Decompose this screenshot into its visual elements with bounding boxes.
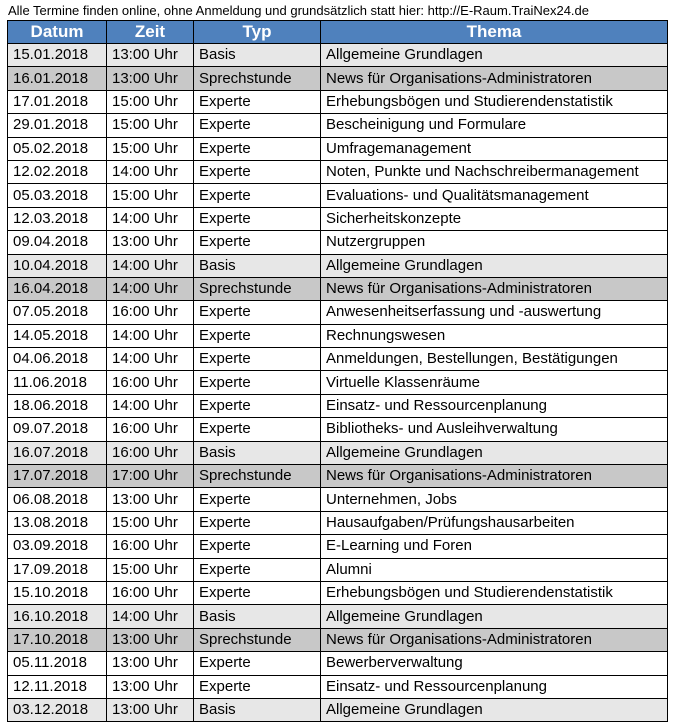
cell-typ: Experte: [194, 675, 321, 698]
cell-datum: 03.09.2018: [8, 535, 107, 558]
cell-zeit: 15:00 Uhr: [107, 184, 194, 207]
cell-typ: Basis: [194, 605, 321, 628]
table-row: [8, 254, 668, 277]
cell-thema: Bescheinigung und Formulare: [321, 114, 668, 137]
table-row: [8, 581, 668, 604]
table-row: [8, 67, 668, 90]
cell-thema: Anmeldungen, Bestellungen, Bestätigungen: [321, 348, 668, 371]
cell-thema: News für Organisations-Administratoren: [321, 67, 668, 90]
cell-zeit: 16:00 Uhr: [107, 581, 194, 604]
cell-datum: 17.09.2018: [8, 558, 107, 581]
cell-typ: Experte: [194, 371, 321, 394]
cell-thema: News für Organisations-Administratoren: [321, 277, 668, 300]
cell-typ: Experte: [194, 418, 321, 441]
cell-zeit: 13:00 Uhr: [107, 698, 194, 721]
cell-zeit: 14:00 Uhr: [107, 277, 194, 300]
cell-datum: 17.01.2018: [8, 90, 107, 113]
schedule-table: [7, 20, 668, 722]
cell-datum: 12.11.2018: [8, 675, 107, 698]
cell-zeit: 15:00 Uhr: [107, 114, 194, 137]
cell-typ: Experte: [194, 207, 321, 230]
cell-thema: Allgemeine Grundlagen: [321, 605, 668, 628]
cell-typ: Experte: [194, 488, 321, 511]
cell-datum: 03.12.2018: [8, 698, 107, 721]
table-row: [8, 511, 668, 534]
cell-typ: Basis: [194, 44, 321, 67]
cell-zeit: 14:00 Uhr: [107, 348, 194, 371]
cell-zeit: 15:00 Uhr: [107, 558, 194, 581]
cell-datum: 07.05.2018: [8, 301, 107, 324]
cell-typ: Experte: [194, 511, 321, 534]
header-thema: Thema: [321, 21, 668, 44]
cell-zeit: 16:00 Uhr: [107, 371, 194, 394]
cell-datum: 16.07.2018: [8, 441, 107, 464]
header-datum: Datum: [8, 21, 107, 44]
cell-datum: 16.01.2018: [8, 67, 107, 90]
cell-typ: Experte: [194, 231, 321, 254]
table-row: [8, 652, 668, 675]
cell-thema: News für Organisations-Administratoren: [321, 628, 668, 651]
cell-zeit: 14:00 Uhr: [107, 160, 194, 183]
table-row: [8, 324, 668, 347]
table-row: [8, 628, 668, 651]
cell-zeit: 15:00 Uhr: [107, 137, 194, 160]
cell-typ: Experte: [194, 581, 321, 604]
cell-typ: Experte: [194, 90, 321, 113]
cell-datum: 16.10.2018: [8, 605, 107, 628]
cell-datum: 17.10.2018: [8, 628, 107, 651]
cell-zeit: 13:00 Uhr: [107, 628, 194, 651]
cell-thema: Einsatz- und Ressourcenplanung: [321, 675, 668, 698]
cell-thema: Virtuelle Klassenräume: [321, 371, 668, 394]
cell-thema: Sicherheitskonzepte: [321, 207, 668, 230]
table-row: [8, 371, 668, 394]
table-row: [8, 160, 668, 183]
cell-zeit: 16:00 Uhr: [107, 535, 194, 558]
cell-thema: Allgemeine Grundlagen: [321, 254, 668, 277]
cell-zeit: 13:00 Uhr: [107, 67, 194, 90]
cell-zeit: 15:00 Uhr: [107, 90, 194, 113]
table-row: [8, 441, 668, 464]
cell-typ: Sprechstunde: [194, 465, 321, 488]
cell-thema: Anwesenheitserfassung und -auswertung: [321, 301, 668, 324]
cell-typ: Experte: [194, 394, 321, 417]
table-row: [8, 277, 668, 300]
cell-datum: 05.03.2018: [8, 184, 107, 207]
table-row: [8, 184, 668, 207]
cell-zeit: 13:00 Uhr: [107, 44, 194, 67]
cell-datum: 15.01.2018: [8, 44, 107, 67]
cell-datum: 14.05.2018: [8, 324, 107, 347]
cell-zeit: 15:00 Uhr: [107, 511, 194, 534]
table-row: [8, 90, 668, 113]
header-row: [8, 21, 668, 44]
cell-zeit: 14:00 Uhr: [107, 207, 194, 230]
cell-zeit: 14:00 Uhr: [107, 254, 194, 277]
cell-thema: Nutzergruppen: [321, 231, 668, 254]
table-row: [8, 348, 668, 371]
table-row: [8, 44, 668, 67]
cell-zeit: 14:00 Uhr: [107, 324, 194, 347]
table-row: [8, 675, 668, 698]
cell-typ: Experte: [194, 114, 321, 137]
cell-typ: Experte: [194, 137, 321, 160]
cell-thema: Allgemeine Grundlagen: [321, 698, 668, 721]
cell-thema: Allgemeine Grundlagen: [321, 441, 668, 464]
table-row: [8, 698, 668, 721]
cell-datum: 12.03.2018: [8, 207, 107, 230]
cell-zeit: 16:00 Uhr: [107, 301, 194, 324]
cell-typ: Sprechstunde: [194, 67, 321, 90]
cell-zeit: 13:00 Uhr: [107, 488, 194, 511]
cell-thema: Bibliotheks- und Ausleihverwaltung: [321, 418, 668, 441]
cell-typ: Experte: [194, 348, 321, 371]
page-caption: Alle Termine finden online, ohne Anmeldung und grundsätzlich statt hier: http://E-Raum.TraiNex24.de: [8, 3, 590, 18]
cell-thema: Umfragemanagement: [321, 137, 668, 160]
cell-datum: 16.04.2018: [8, 277, 107, 300]
cell-datum: 05.02.2018: [8, 137, 107, 160]
cell-thema: Bewerberverwaltung: [321, 652, 668, 675]
cell-thema: Erhebungsbögen und Studierendenstatistik: [321, 581, 668, 604]
table-row: [8, 301, 668, 324]
table-row: [8, 137, 668, 160]
cell-zeit: 17:00 Uhr: [107, 465, 194, 488]
cell-typ: Experte: [194, 160, 321, 183]
cell-thema: Allgemeine Grundlagen: [321, 44, 668, 67]
cell-zeit: 16:00 Uhr: [107, 418, 194, 441]
cell-datum: 29.01.2018: [8, 114, 107, 137]
cell-typ: Experte: [194, 184, 321, 207]
table-row: [8, 465, 668, 488]
cell-typ: Experte: [194, 535, 321, 558]
table-row: [8, 207, 668, 230]
table-row: [8, 231, 668, 254]
table-row: [8, 535, 668, 558]
cell-zeit: 14:00 Uhr: [107, 394, 194, 417]
cell-thema: News für Organisations-Administratoren: [321, 465, 668, 488]
cell-typ: Experte: [194, 652, 321, 675]
cell-zeit: 13:00 Uhr: [107, 231, 194, 254]
header-typ: Typ: [194, 21, 321, 44]
table-row: [8, 114, 668, 137]
cell-typ: Basis: [194, 441, 321, 464]
cell-datum: 09.04.2018: [8, 231, 107, 254]
cell-zeit: 14:00 Uhr: [107, 605, 194, 628]
header-zeit: Zeit: [107, 21, 194, 44]
cell-thema: Einsatz- und Ressourcenplanung: [321, 394, 668, 417]
cell-zeit: 13:00 Uhr: [107, 675, 194, 698]
cell-datum: 13.08.2018: [8, 511, 107, 534]
cell-datum: 12.02.2018: [8, 160, 107, 183]
table-row: [8, 418, 668, 441]
cell-typ: Experte: [194, 324, 321, 347]
cell-datum: 04.06.2018: [8, 348, 107, 371]
cell-thema: Rechnungswesen: [321, 324, 668, 347]
table-row: [8, 558, 668, 581]
cell-datum: 06.08.2018: [8, 488, 107, 511]
cell-typ: Basis: [194, 254, 321, 277]
cell-thema: E-Learning und Foren: [321, 535, 668, 558]
cell-thema: Alumni: [321, 558, 668, 581]
cell-thema: Noten, Punkte und Nachschreibermanagement: [321, 160, 668, 183]
cell-datum: 10.04.2018: [8, 254, 107, 277]
cell-thema: Erhebungsbögen und Studierendenstatistik: [321, 90, 668, 113]
cell-zeit: 13:00 Uhr: [107, 652, 194, 675]
cell-typ: Basis: [194, 698, 321, 721]
cell-typ: Sprechstunde: [194, 628, 321, 651]
table-row: [8, 605, 668, 628]
cell-thema: Evaluations- und Qualitätsmanagement: [321, 184, 668, 207]
table-row: [8, 394, 668, 417]
cell-datum: 11.06.2018: [8, 371, 107, 394]
cell-typ: Sprechstunde: [194, 277, 321, 300]
cell-typ: Experte: [194, 301, 321, 324]
cell-datum: 05.11.2018: [8, 652, 107, 675]
cell-datum: 18.06.2018: [8, 394, 107, 417]
cell-typ: Experte: [194, 558, 321, 581]
table-row: [8, 488, 668, 511]
cell-datum: 15.10.2018: [8, 581, 107, 604]
cell-datum: 09.07.2018: [8, 418, 107, 441]
cell-thema: Unternehmen, Jobs: [321, 488, 668, 511]
cell-zeit: 16:00 Uhr: [107, 441, 194, 464]
cell-datum: 17.07.2018: [8, 465, 107, 488]
cell-thema: Hausaufgaben/Prüfungshausarbeiten: [321, 511, 668, 534]
